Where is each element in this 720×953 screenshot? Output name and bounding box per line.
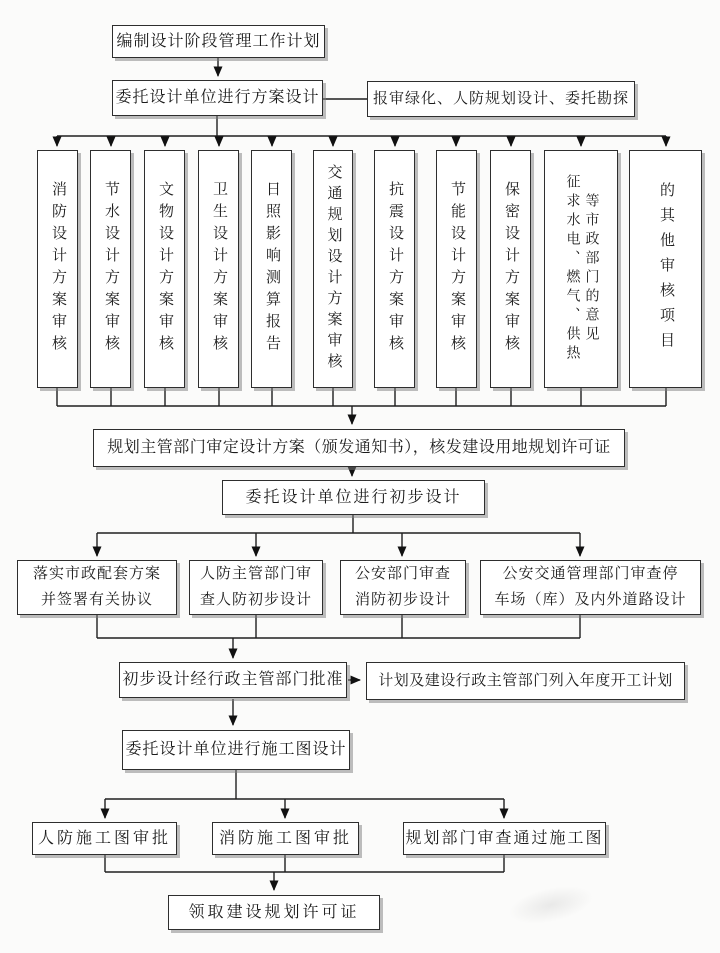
node-civil-defense-preliminary-review: 人防主管部门审 查人防初步设计 [189,560,323,615]
node-preliminary-design-approval: 初步设计经行政主管部门批准 [119,662,347,698]
node-review-fire-design: 消防设计方案审核 [37,150,78,388]
node-review-water-saving: 节水设计方案审核 [90,150,131,388]
node-approve-scheme-issue-land-permit: 规划主管部门审定设计方案（颁发通知书），核发建设用地规划许可证 [93,429,625,467]
node-obtain-construction-planning-permit: 领取建设规划许可证 [168,895,380,930]
node-traffic-parking-road-review: 公安交通管理部门审查停 车场（库）及内外道路设计 [480,560,701,615]
node-annual-construction-plan: 计划及建设行政主管部门列入年度开工计划 [366,662,685,700]
node-review-secrecy: 保密设计方案审核 [490,150,531,388]
node-commission-scheme-design: 委托设计单位进行方案设计 [112,80,323,116]
node-review-traffic-planning: 交通规划设计方案审核 [313,150,353,388]
node-municipal-supporting-agreements: 落实市政配套方案 并签署有关协议 [17,560,177,615]
node-commission-preliminary-design: 委托设计单位进行初步设计 [222,480,485,515]
node-review-cultural-relics: 文物设计方案审核 [144,150,185,388]
node-review-sanitation: 卫生设计方案审核 [198,150,239,388]
node-side-report-greening-civil-defense-survey: 报审绿化、人防规划设计、委托勘探 [367,81,635,117]
node-civil-defense-drawing-approval: 人防施工图审批 [32,822,177,855]
node-review-sunlight-impact: 日照影响测算报告 [251,150,292,388]
watermark-smudge [505,879,596,930]
node-commission-construction-drawing: 委托设计单位进行施工图设计 [122,730,350,770]
node-review-energy-saving: 节能设计方案审核 [436,150,477,388]
node-compile-plan: 编制设计阶段管理工作计划 [112,25,325,58]
node-review-seismic: 抗震设计方案审核 [374,150,415,388]
node-review-other-items: 的其他审核项目 [629,150,702,388]
node-review-municipal-opinions: 征求水电、燃气、供热 等市政部门的意见 [544,150,618,388]
node-police-fire-preliminary-review: 公安部门审查 消防初步设计 [340,560,466,615]
node-planning-drawing-review: 规划部门审查通过施工图 [403,822,606,855]
node-fire-drawing-approval: 消防施工图审批 [212,822,359,855]
